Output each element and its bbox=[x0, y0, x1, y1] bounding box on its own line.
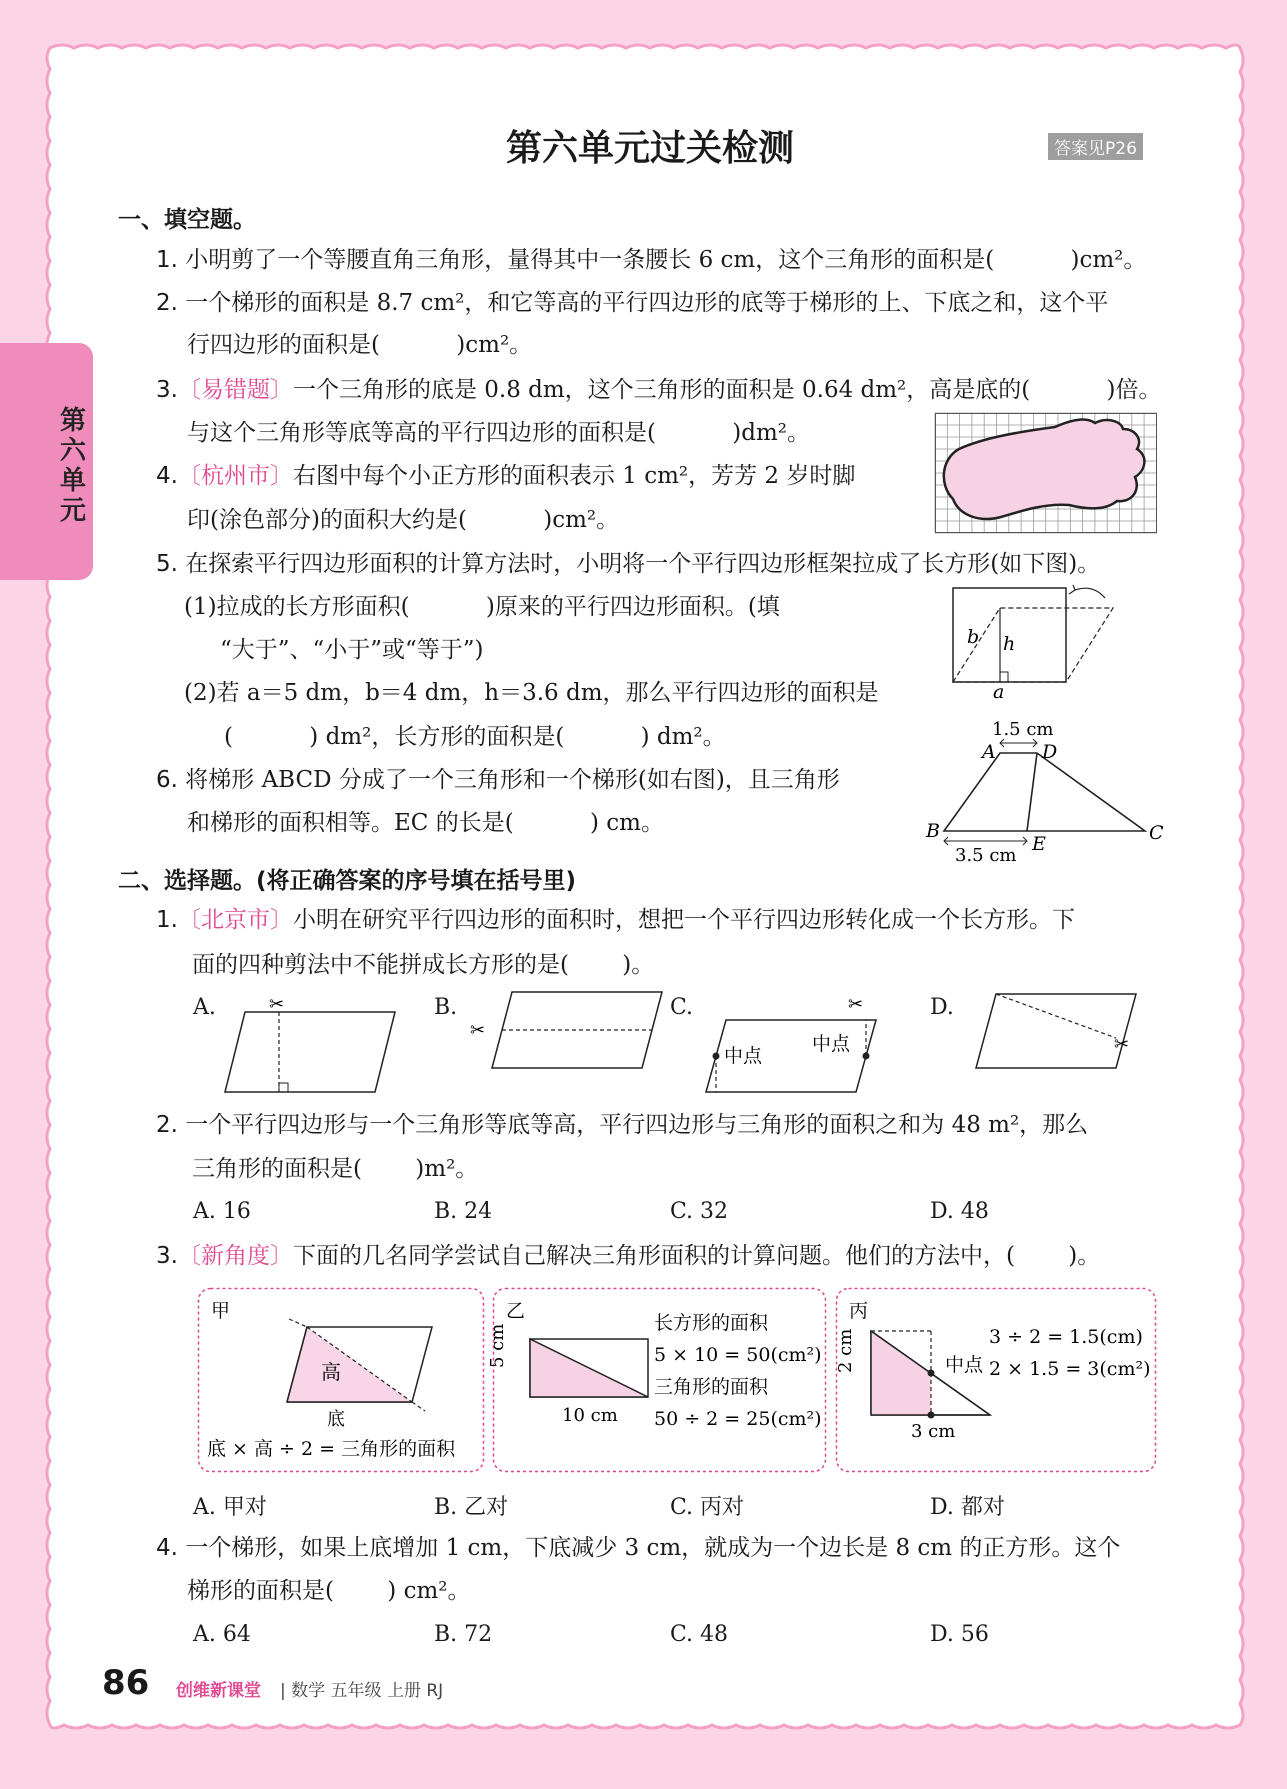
option-b: B. 24 bbox=[434, 1199, 493, 1224]
method-box-yi bbox=[487, 1287, 827, 1473]
question-1-3 bbox=[156, 375, 1162, 405]
box-label: 丙 bbox=[849, 1300, 869, 1322]
question-1-5-sub2-line2: ( ) dm²，长方形的面积是( ) dm²。 bbox=[224, 724, 726, 750]
option-a: A. 甲对 bbox=[193, 1495, 267, 1520]
question-number: 6. bbox=[156, 767, 178, 793]
question-number: 3. bbox=[156, 1243, 178, 1269]
cut-figure-c bbox=[706, 990, 886, 1095]
option-b-label: B. bbox=[434, 995, 458, 1020]
question-number: 1. bbox=[156, 907, 178, 933]
question-tag: 〔北京市〕 bbox=[177, 907, 293, 933]
question-number: 3. bbox=[156, 377, 178, 403]
question-2-2 bbox=[156, 1110, 1088, 1140]
question-2-4 bbox=[156, 1533, 1120, 1563]
page-title: 第六单元过关检测 bbox=[505, 128, 794, 169]
option-d: D. 48 bbox=[930, 1199, 989, 1224]
label-A: A bbox=[982, 741, 996, 763]
question-tag: 〔杭州市〕 bbox=[177, 463, 293, 489]
midpoint-label-left: 中点 bbox=[724, 1045, 763, 1067]
scissors-icon: ✂ bbox=[848, 994, 864, 1015]
option-c: C. 48 bbox=[670, 1622, 729, 1647]
cut-figure-b bbox=[466, 990, 666, 1095]
question-2-1-line2: 面的四种剪法中不能拼成长方形的是( )。 bbox=[192, 952, 655, 978]
label-side: 5 cm bbox=[487, 1323, 508, 1368]
label-h: h bbox=[1003, 633, 1016, 655]
question-1-4 bbox=[156, 461, 855, 491]
label-a: a bbox=[993, 681, 1005, 703]
midpoint-label: 中点 bbox=[945, 1354, 984, 1376]
calc-line-2: 5 × 10 = 50(cm²) bbox=[654, 1344, 822, 1366]
question-1-2 bbox=[156, 288, 1108, 318]
question-text: 右图中每个小正方形的面积表示 1 cm²，芳芳 2 岁时脚 bbox=[292, 463, 856, 489]
box-label: 乙 bbox=[506, 1300, 526, 1322]
scissors-icon: ✂ bbox=[470, 1020, 486, 1041]
calc-line-1: 长方形的面积 bbox=[654, 1312, 769, 1334]
question-1-5-sub1: (1)拉成的长方形面积( )原来的平行四边形面积。(填 bbox=[184, 594, 780, 620]
question-number: 2. bbox=[156, 290, 178, 316]
trapezoid-figure bbox=[920, 713, 1164, 866]
question-text: 一个梯形的面积是 8.7 cm²，和它等高的平行四边形的底等于梯形的上、下底之和，这个平 bbox=[185, 290, 1109, 316]
question-1-4-line2: 印(涂色部分)的面积大约是( )cm²。 bbox=[187, 507, 620, 533]
question-1-5-sub1-line2: “大于”、“小于”或“等于”) bbox=[220, 637, 484, 663]
label-C: C bbox=[1149, 822, 1164, 844]
box-label: 甲 bbox=[211, 1300, 231, 1322]
scissors-icon: ✂ bbox=[1114, 1034, 1130, 1055]
question-1-5-sub2: (2)若 a＝5 dm，b＝4 dm，h＝3.6 dm，那么平行四边形的面积是 bbox=[184, 680, 879, 706]
label-E: E bbox=[1032, 833, 1046, 855]
question-number: 4. bbox=[156, 1535, 178, 1561]
cut-figure-d bbox=[966, 990, 1146, 1095]
option-d: D. 56 bbox=[930, 1622, 989, 1647]
page-number: 86 bbox=[102, 1663, 150, 1703]
answer-reference-badge: 答案见P26 bbox=[1048, 133, 1143, 160]
question-text: 下面的几名同学尝试自己解决三角形面积的计算问题。他们的方法中，( )。 bbox=[292, 1243, 1101, 1269]
side-tab-label: 第六单元 bbox=[59, 406, 86, 526]
label-height: 高 bbox=[321, 1360, 341, 1384]
question-2-2-line2: 三角形的面积是( )m²。 bbox=[192, 1156, 479, 1182]
option-a-label: A. bbox=[193, 995, 216, 1020]
scissors-icon: ✂ bbox=[269, 994, 285, 1015]
question-1-3-line2: 与这个三角形等底等高的平行四边形的面积是( )dm²。 bbox=[187, 420, 811, 446]
brand-name: 创维新课堂 bbox=[176, 1681, 261, 1701]
calc-line-3: 三角形的面积 bbox=[654, 1376, 769, 1398]
question-tag: 〔易错题〕 bbox=[177, 377, 293, 403]
question-text: 一个平行四边形与一个三角形等底等高，平行四边形与三角形的面积之和为 48 m²，那么 bbox=[185, 1112, 1089, 1138]
label-bottom-length: 3.5 cm bbox=[955, 845, 1017, 866]
question-number: 5. bbox=[156, 551, 178, 577]
label-B: B bbox=[926, 820, 940, 842]
method-box-bing bbox=[835, 1287, 1157, 1473]
question-text: 小明在研究平行四边形的面积时，想把一个平行四边形转化成一个长方形。下 bbox=[292, 907, 1075, 933]
label-b: b bbox=[967, 626, 980, 648]
question-text: 一个三角形的底是 0.8 dm，这个三角形的面积是 0.64 dm²，高是底的( )倍。 bbox=[292, 377, 1162, 403]
method-box-jia bbox=[197, 1287, 485, 1473]
option-c-label: C. bbox=[670, 995, 694, 1020]
question-1-1 bbox=[156, 245, 1146, 275]
question-text: 将梯形 ABCD 分成了一个三角形和一个梯形(如右图)，且三角形 bbox=[185, 767, 840, 793]
question-2-1 bbox=[156, 905, 1075, 935]
calc-line-1: 3 ÷ 2 = 1.5(cm) bbox=[989, 1326, 1143, 1348]
section2-heading: 二、选择题。(将正确答案的序号填在括号里) bbox=[118, 868, 577, 894]
label-top-length: 1.5 cm bbox=[992, 719, 1054, 740]
footprint-shape bbox=[944, 420, 1145, 519]
question-text: 一个梯形，如果上底增加 1 cm，下底减少 3 cm，就成为一个边长是 8 cm 的正方形。这个 bbox=[185, 1535, 1121, 1561]
option-d-label: D. bbox=[930, 995, 954, 1020]
option-c: C. 丙对 bbox=[670, 1495, 745, 1520]
label-bottom: 10 cm bbox=[562, 1405, 618, 1426]
question-1-5 bbox=[156, 549, 1100, 579]
question-text: 在探索平行四边形面积的计算方法时，小明将一个平行四边形框架拉成了长方形(如下图)。 bbox=[185, 551, 1101, 577]
option-d: D. 都对 bbox=[930, 1495, 1005, 1520]
label-D: D bbox=[1042, 741, 1058, 763]
option-b: B. 乙对 bbox=[434, 1495, 509, 1520]
label-bottom: 3 cm bbox=[911, 1421, 956, 1442]
book-info: | 数学 五年级 上册 RJ bbox=[280, 1681, 444, 1701]
question-tag: 〔新角度〕 bbox=[177, 1243, 293, 1269]
formula: 底 × 高 ÷ 2 = 三角形的面积 bbox=[207, 1438, 456, 1460]
calc-line-2: 2 × 1.5 = 3(cm²) bbox=[989, 1358, 1151, 1380]
question-1-6-line2: 和梯形的面积相等。EC 的长是( ) cm。 bbox=[187, 810, 664, 836]
option-a: A. 16 bbox=[193, 1199, 251, 1224]
option-a: A. 64 bbox=[193, 1622, 251, 1647]
question-2-3 bbox=[156, 1241, 1100, 1271]
section1-heading: 一、填空题。 bbox=[118, 207, 256, 233]
label-side: 2 cm bbox=[835, 1328, 856, 1373]
question-1-2-line2: 行四边形的面积是( )cm²。 bbox=[187, 332, 533, 358]
cut-figure-a bbox=[225, 990, 405, 1095]
question-number: 1. bbox=[156, 247, 178, 273]
calc-line-4: 50 ÷ 2 = 25(cm²) bbox=[654, 1408, 822, 1430]
midpoint-label-right: 中点 bbox=[812, 1033, 851, 1055]
question-2-4-line2: 梯形的面积是( ) cm²。 bbox=[187, 1578, 471, 1604]
question-text: 小明剪了一个等腰直角三角形，量得其中一条腰长 6 cm，这个三角形的面积是( )cm²。 bbox=[185, 247, 1147, 273]
question-1-6 bbox=[156, 765, 840, 795]
label-base: 底 bbox=[327, 1409, 345, 1430]
rect-parallelogram-figure bbox=[945, 580, 1125, 703]
footprint-grid-figure bbox=[935, 413, 1157, 533]
question-number: 2. bbox=[156, 1112, 178, 1138]
question-number: 4. bbox=[156, 463, 178, 489]
option-c: C. 32 bbox=[670, 1199, 729, 1224]
option-b: B. 72 bbox=[434, 1622, 493, 1647]
